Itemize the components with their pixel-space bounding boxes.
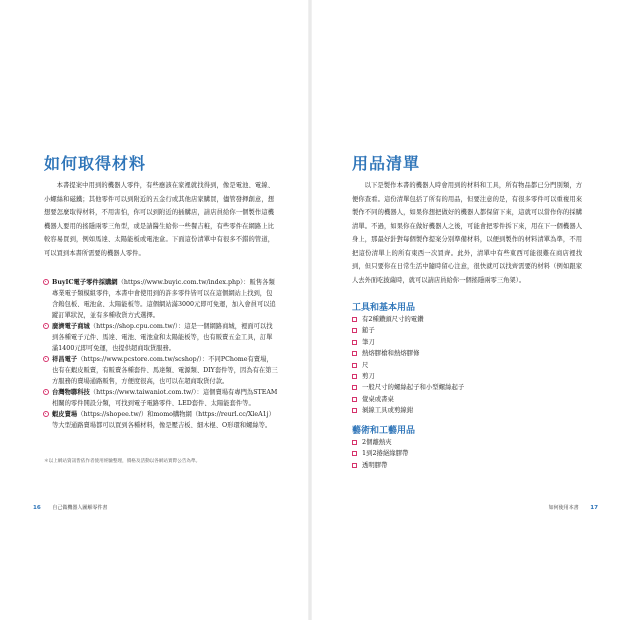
source-name: 台灣物聯科技 [52,389,90,396]
checkbox-square-icon [352,363,357,368]
source-description-line: 商取貨付款。 [190,378,229,385]
source-name: 蝦皮賣場 [52,411,78,418]
left-running-title: 自己做機器人圖解零件書 [52,505,108,511]
source-description-line: 各類專業電子類模組零件，本書中會使用到的許多零件皆可以在這個 [52,279,275,297]
tool-item-label: 剝線工具或剪線鉗 [362,406,414,415]
checkbox-square-icon [352,408,357,413]
tool-item [352,405,464,416]
checkbox-square-icon [352,463,357,468]
tool-item-label: 覺桌或書桌 [362,394,394,403]
left-folio [33,504,107,511]
map-pin-icon [43,323,49,329]
paragraph-line: 如跟家人去外面吃披薩時，就可以請店員給你一個搖隱兩零三角架）。 [352,263,583,284]
paragraph-line: 以下是製作本書的機器人時會用到的材料和工具，所有物品都已分 [364,182,551,189]
checkbox-square-icon [352,440,357,445]
left-intro-paragraph [44,179,274,260]
paragraph-line: 池、電線、小螺絲和磁鐵；其他零件可以到附近的五金行或其他店家購 [44,182,275,203]
tool-item-label: 剪刀 [362,372,375,381]
checkbox-square-icon [352,397,357,402]
source-description-line: 場，也有在蝦皮販賣，有販賣各種套件、馬達類、電源類、DIY套件 [52,356,273,374]
paragraph-line: 但只要你在日常生活中隨時留心注意，很快就可以找齊需要的材料（例 [364,263,563,270]
source-description-line: 陽能套件等。 [216,400,255,407]
source-item [52,277,278,321]
paragraph-line: 保留下來，這就可以當作你的採購清單。不過，如果你在做好機器人之 [352,209,583,230]
paragraph-line: 所需要的機器人零件。 [81,249,145,257]
tool-item [352,360,464,371]
craft-item-label: 1到2捲絕緣膠帶 [362,449,409,458]
source-description-line: 棍、O形環和螺絲等。 [209,422,272,429]
paragraph-line: 門別類，方便你查看。這份清單包括了所有的用品，但要注意的是，有 [352,182,583,203]
tool-item [352,348,464,359]
source-description-line: （https://www.buyic.com.tw/index.php）：販售 [117,279,263,286]
tools-heading: 工具和基本用品 [352,303,416,313]
source-name: 廣濟電子商城 [52,323,90,330]
tool-item-label: 筆刀 [362,337,375,346]
tool-item-label: 鎚子 [362,326,375,335]
map-pin-icon [43,356,49,362]
checkbox-square-icon [352,340,357,345]
tool-item-label: 熱熔膠槍和熱熔膠條 [362,349,420,358]
paragraph-line: 本書提案中用到的機器人零件，有些應該在家裡就找得到，像是電 [56,182,243,189]
right-page-title: 用品清單 [352,154,421,173]
tool-item-label: 有2種鑽頭尺寸的電鑽 [362,315,424,323]
tool-item [352,337,464,348]
source-description-line: 等，因為有在第三方服務的賣場通路販售，方便度很高，也可以在超 [52,367,278,385]
source-name: BuyIC電子零件採購網 [52,279,118,286]
paragraph-line: 買，儘管發揮創意，想想要怎麼取得材料，不用害怕，你可以到附近的 [44,195,275,216]
right-folio [549,504,598,511]
source-description-line: （https://shopee.tw/）和momo購物網（https://reurl.cc/ [77,411,248,418]
paragraph-line: 請醫生給你一些餐吉粧，有些零件在網路上比較容易買到，例如馬達、 [44,222,275,243]
source-description-line: 賣五金工具，訂單滿1400元即可免運，也提供超商取貨服務。 [52,334,273,352]
source-description-line: 可以找到各種電子元件、馬達、電池、電池盒和太陽能板等，也有販 [52,323,273,341]
paragraph-line: 插購店，請店員給你一個製作這機機器人要用的搖隱兩零三角型，或是 [44,209,275,230]
right-running-title: 如何使用本書 [548,505,579,511]
source-description-line: （https://www.pcstore.com.tw/scshop/）：不同PChome有賣 [77,356,261,363]
paragraph-line: 的所有東西一次買齊。此外，清單中有些東西可能很難在商店裡找到， [352,249,583,270]
tools-list [352,314,464,417]
right-intro-paragraph [352,179,582,287]
source-description-line: （https://shop.cpu.com.tw/）：這是一個網路商城，裡面 [89,323,254,330]
right-page-number: 17 [590,505,598,511]
right-page [310,0,620,620]
source-item [52,387,278,409]
checkbox-square-icon [352,451,357,456]
checkbox-square-icon [352,374,357,379]
craft-item [352,448,408,459]
source-description-line: （https://www.taiwaniot.com.tw/）：這個賣場有專門為 [89,389,254,396]
source-description-line: 網站上找到，包含鎢包板、電池盒、太陽能板等。這個網站滿3000元 [52,290,273,308]
paragraph-line: 後，可能會把零件拆下來，用在下一個機器人身上，那最好針對每個製 [352,222,583,243]
craft-item-label: 透明膠帶 [362,460,388,469]
map-pin-icon [43,411,49,417]
tool-item [352,382,464,393]
craft-item [352,437,408,448]
source-description-line: 即可免運，加入會員可以追蹤訂單狀況，並有多種收貨方式選擇。 [52,301,276,319]
tool-item [352,325,464,336]
map-pin-icon [43,279,49,285]
source-description-line: XleA1j）等大型通路賣場都可以買到各種材料，像是壓吉板、細木 [52,411,275,429]
source-item [52,321,278,354]
tool-item-label: 尺 [362,360,369,369]
paragraph-line: 太陽能板或電池盒。下面這份清單中有很多不錯的管道，可以買到本書 [44,236,275,257]
tool-item [352,314,464,325]
craft-item [352,460,408,471]
tool-item-label: 一般尺寸的螺絲起子和小型螺絲起子 [362,383,465,392]
source-item [52,354,278,387]
checkbox-square-icon [352,317,357,322]
source-item [52,409,278,431]
tool-item [352,394,464,405]
checkbox-square-icon [352,385,357,390]
paragraph-line: 很多零件可以重複用來製作不同的機器人，如果你想把做好的機器人都 [352,195,583,216]
left-page-number: 16 [33,505,41,511]
checkbox-square-icon [352,328,357,333]
craft-item-label: 2個離熱夾 [362,438,392,446]
tool-item [352,371,464,382]
source-list [52,277,278,431]
paragraph-line: 作提案分別準備材料，以便到製作的材料清單為準，不用把這份清單上 [352,236,583,257]
map-pin-icon [43,389,49,395]
footnote: ＊以上網站資訊皆依作者使用經驗整理，價格及活動以各網站實際公告為準。 [44,459,201,464]
left-page-title: 如何取得材料 [44,154,147,173]
crafts-list [352,437,408,471]
checkbox-square-icon [352,351,357,356]
source-description-line: STEAM相關的零件開設分類，可找到電子電路零件、LED套件、太 [52,389,278,407]
crafts-heading: 藝術和工藝用品 [352,426,416,436]
source-name: 祥昌電子 [52,356,78,363]
